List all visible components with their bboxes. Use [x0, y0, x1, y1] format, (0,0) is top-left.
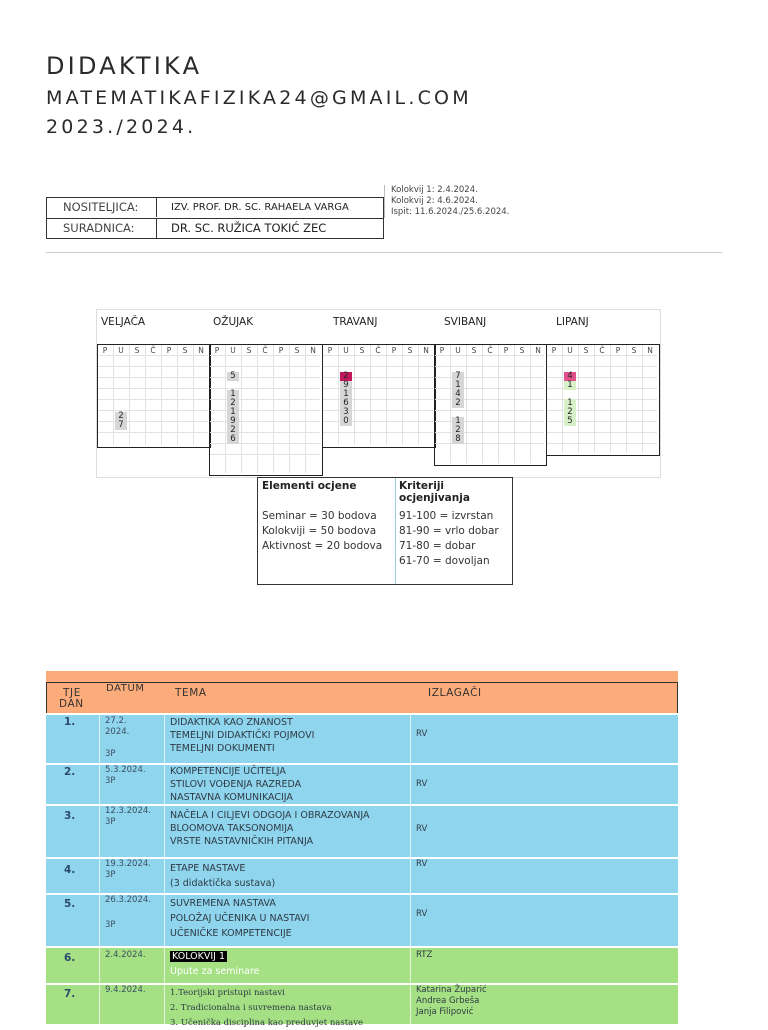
row-presenters: RTZ: [416, 950, 433, 960]
calendar-weekday: P: [503, 346, 509, 355]
calendar-weekday: S: [182, 346, 188, 355]
calendar-weekday: P: [166, 346, 172, 355]
row-number: 2.: [64, 766, 76, 778]
exam-date-line: Kolokvij 1: 2.4.2024.: [391, 185, 478, 195]
calendar-digit: 5: [564, 417, 576, 426]
row-topic: KOMPETENCIJE UČITELJA STILOVI VOĐENJA RAZREDA NASTAVNA KOMUNIKACIJA: [170, 766, 302, 803]
header-topic: TEMA: [175, 687, 207, 699]
calendar-weekday: P: [391, 346, 397, 355]
calendar-digit: 7: [115, 421, 127, 430]
row-topic: DIDAKTIKA KAO ZNANOST TEMELJNI DIDAKTIČKI POJMOVI TEMELJNI DOKUMENTI: [170, 717, 315, 754]
grading-criteria-title: ocjenjivanja: [399, 492, 470, 504]
table-row: [46, 946, 678, 983]
calendar-digit: 0: [340, 417, 352, 426]
seminar-instructions-link[interactable]: Upute za seminare: [170, 966, 260, 977]
schedule-header: [46, 682, 678, 715]
calendar-weekday: S: [583, 346, 589, 355]
table-row: [46, 857, 678, 893]
calendar-digit: 9: [340, 381, 352, 390]
calendar-digit: 1: [452, 417, 464, 426]
schedule-top-band: [46, 671, 678, 682]
calendar-digit: 3: [340, 408, 352, 417]
calendar-weekday: S: [294, 346, 300, 355]
row-number: 4.: [64, 864, 76, 876]
calendar-weekday: U: [343, 346, 349, 355]
calendar-digit: 1: [452, 381, 464, 390]
calendar-weekday: Č: [150, 346, 156, 355]
grading-criterion: 91-100 = izvrstan: [399, 510, 494, 522]
row-number: 5.: [64, 898, 76, 910]
calendar-weekday: U: [567, 346, 573, 355]
calendar-weekday: Č: [487, 346, 493, 355]
calendar-digit: 2: [340, 372, 352, 381]
calendar-weekday: P: [615, 346, 621, 355]
calendar-weekday: U: [455, 346, 461, 355]
table-row: [46, 983, 678, 1028]
row-presenters: RV: [416, 859, 428, 869]
row-number: 7.: [64, 988, 76, 1000]
row-topic: SUVREMENA NASTAVA POLOŽAJ UČENIKA U NASTAVI UČENIČKE KOMPETENCIJE: [170, 898, 310, 939]
calendar-month-name: TRAVANJ: [333, 316, 378, 328]
calendar-digit: 4: [564, 372, 576, 381]
calendar-digit: 8: [452, 435, 464, 444]
header-week: DAN: [59, 698, 84, 710]
calendar-weekday: Č: [599, 346, 605, 355]
calendar-weekday: P: [214, 346, 220, 355]
calendar-digit: 6: [340, 399, 352, 408]
contact-email[interactable]: MATEMATIKAFIZIKA24@GMAIL.COM: [46, 87, 472, 109]
calendar-digit: 2: [564, 408, 576, 417]
grading-element: Kolokviji = 50 bodova: [262, 525, 377, 537]
staff-table: [46, 197, 384, 239]
page-title: DIDAKTIKA: [46, 52, 203, 80]
table-row: [46, 713, 678, 763]
row-date: 9.4.2024.: [105, 985, 146, 995]
calendar-weekday: P: [278, 346, 284, 355]
calendar-weekday: Č: [262, 346, 268, 355]
exam-highlight: KOLOKVIJ 1: [172, 951, 226, 962]
calendar-digit: 9: [227, 417, 239, 426]
calendar-month-name: VELJAČA: [101, 316, 146, 328]
calendar-digit: 2: [452, 426, 464, 435]
calendar-weekday: P: [327, 346, 333, 355]
row-presenters: RV: [416, 729, 428, 739]
calendar-digit: 2: [452, 399, 464, 408]
staff-value: DR. SC. RUŽICA TOKIĆ ZEC: [171, 221, 327, 235]
calendar-digit: 1: [564, 381, 576, 390]
calendar-weekday: U: [230, 346, 236, 355]
header-week: TJE: [63, 687, 81, 699]
grading-elements-title: Elementi ocjene: [262, 480, 357, 492]
row-topic: NAČELA I CILJEVI ODGOJA I OBRAZOVANJA BLOOMOVA TAKSONOMIJA VRSTE NASTAVNIČKIH PITANJA: [170, 810, 370, 847]
row-presenters: RV: [416, 909, 428, 919]
staff-label: SURADNICA:: [47, 219, 157, 238]
grading-criterion: 71-80 = dobar: [399, 540, 476, 552]
calendar-month-name: LIPANJ: [556, 316, 589, 328]
calendar-weekday: S: [407, 346, 413, 355]
exam-dates: [384, 185, 509, 218]
row-topic: ETAPE NASTAVE (3 didaktička sustava): [170, 863, 276, 889]
calendar-digit: 2: [227, 399, 239, 408]
table-row: [46, 804, 678, 857]
grading-element: Aktivnost = 20 bodova: [262, 540, 383, 552]
table-row: [46, 893, 678, 946]
calendar-weekday: N: [198, 346, 204, 355]
calendar-month-name: OŽUJAK: [213, 316, 254, 328]
calendar-weekday: Č: [375, 346, 381, 355]
row-date: 26.3.2024. 3P: [105, 895, 151, 930]
calendar-weekday: P: [102, 346, 108, 355]
grading-element: Seminar = 30 bodova: [262, 510, 377, 522]
row-number: 3.: [64, 810, 76, 822]
row-topic: [170, 950, 260, 978]
staff-row-assistant: [47, 218, 383, 238]
calendar-digit: 4: [452, 390, 464, 399]
row-presenters: Katarina Župarić Andrea Grbeša Janja Filipović: [416, 985, 487, 1017]
calendar-digit: 1: [564, 399, 576, 408]
row-date: 2.4.2024.: [105, 950, 146, 960]
calendar-weekday: S: [519, 346, 525, 355]
staff-row-holder: [47, 198, 383, 217]
calendar-digit: 5: [227, 372, 239, 381]
row-date: 19.3.2024. 3P: [105, 859, 151, 880]
academic-year: 2023./2024.: [46, 116, 197, 138]
calendar-digit: 7: [452, 372, 464, 381]
calendar-weekday: N: [310, 346, 316, 355]
calendar-weekday: S: [631, 346, 637, 355]
grading-column-divider: [395, 478, 396, 584]
row-date: 27.2. 2024. 3P: [105, 716, 130, 759]
calendar-weekday: N: [647, 346, 653, 355]
calendar-weekday: N: [535, 346, 541, 355]
row-date: 12.3.2024. 3P: [105, 806, 151, 827]
calendar-month-name: SVIBANJ: [444, 316, 487, 328]
calendar-weekday: S: [359, 346, 365, 355]
calendar-weekday: S: [246, 346, 252, 355]
calendar-weekday: P: [551, 346, 557, 355]
row-number: 6.: [64, 952, 76, 964]
calendar-digit: 2: [115, 412, 127, 421]
calendar-digit: 1: [340, 390, 352, 399]
row-date: 5.3.2024. 3P: [105, 765, 146, 786]
divider: [46, 252, 722, 253]
calendar-digit: 1: [227, 408, 239, 417]
header-date: DATUM: [106, 683, 145, 694]
exam-date-line: Ispit: 11.6.2024./25.6.2024.: [391, 207, 510, 217]
staff-label: NOSITELJICA:: [47, 198, 157, 217]
header-presenters: IZLAGAČI: [428, 687, 482, 699]
calendar-digit: 1: [227, 390, 239, 399]
table-row: [46, 763, 678, 804]
grading-criteria-title: Kriteriji: [399, 480, 445, 492]
calendar-weekday: U: [118, 346, 124, 355]
exam-date-line: Kolokvij 2: 4.6.2024.: [391, 196, 478, 206]
row-number: 1.: [64, 716, 76, 728]
row-topic: 1.Teorijski pristupi nastavi 2. Tradicionalna i suvremena nastava 3. Učenička disciplina kao preduvjet nastave: [170, 988, 364, 1028]
calendar-weekday: S: [471, 346, 477, 355]
grading-box: [257, 477, 513, 585]
calendar-weekday: P: [439, 346, 445, 355]
calendar-digit: 2: [227, 426, 239, 435]
row-presenters: RV: [416, 779, 428, 789]
calendar-digit: 6: [227, 435, 239, 444]
calendar-weekday: S: [134, 346, 140, 355]
calendar-weekday: N: [423, 346, 429, 355]
row-presenters: RV: [416, 824, 428, 834]
grading-criterion: 61-70 = dovoljan: [399, 555, 490, 567]
grading-criterion: 81-90 = vrlo dobar: [399, 525, 499, 537]
staff-value: IZV. PROF. DR. SC. RAHAELA VARGA: [171, 202, 349, 213]
